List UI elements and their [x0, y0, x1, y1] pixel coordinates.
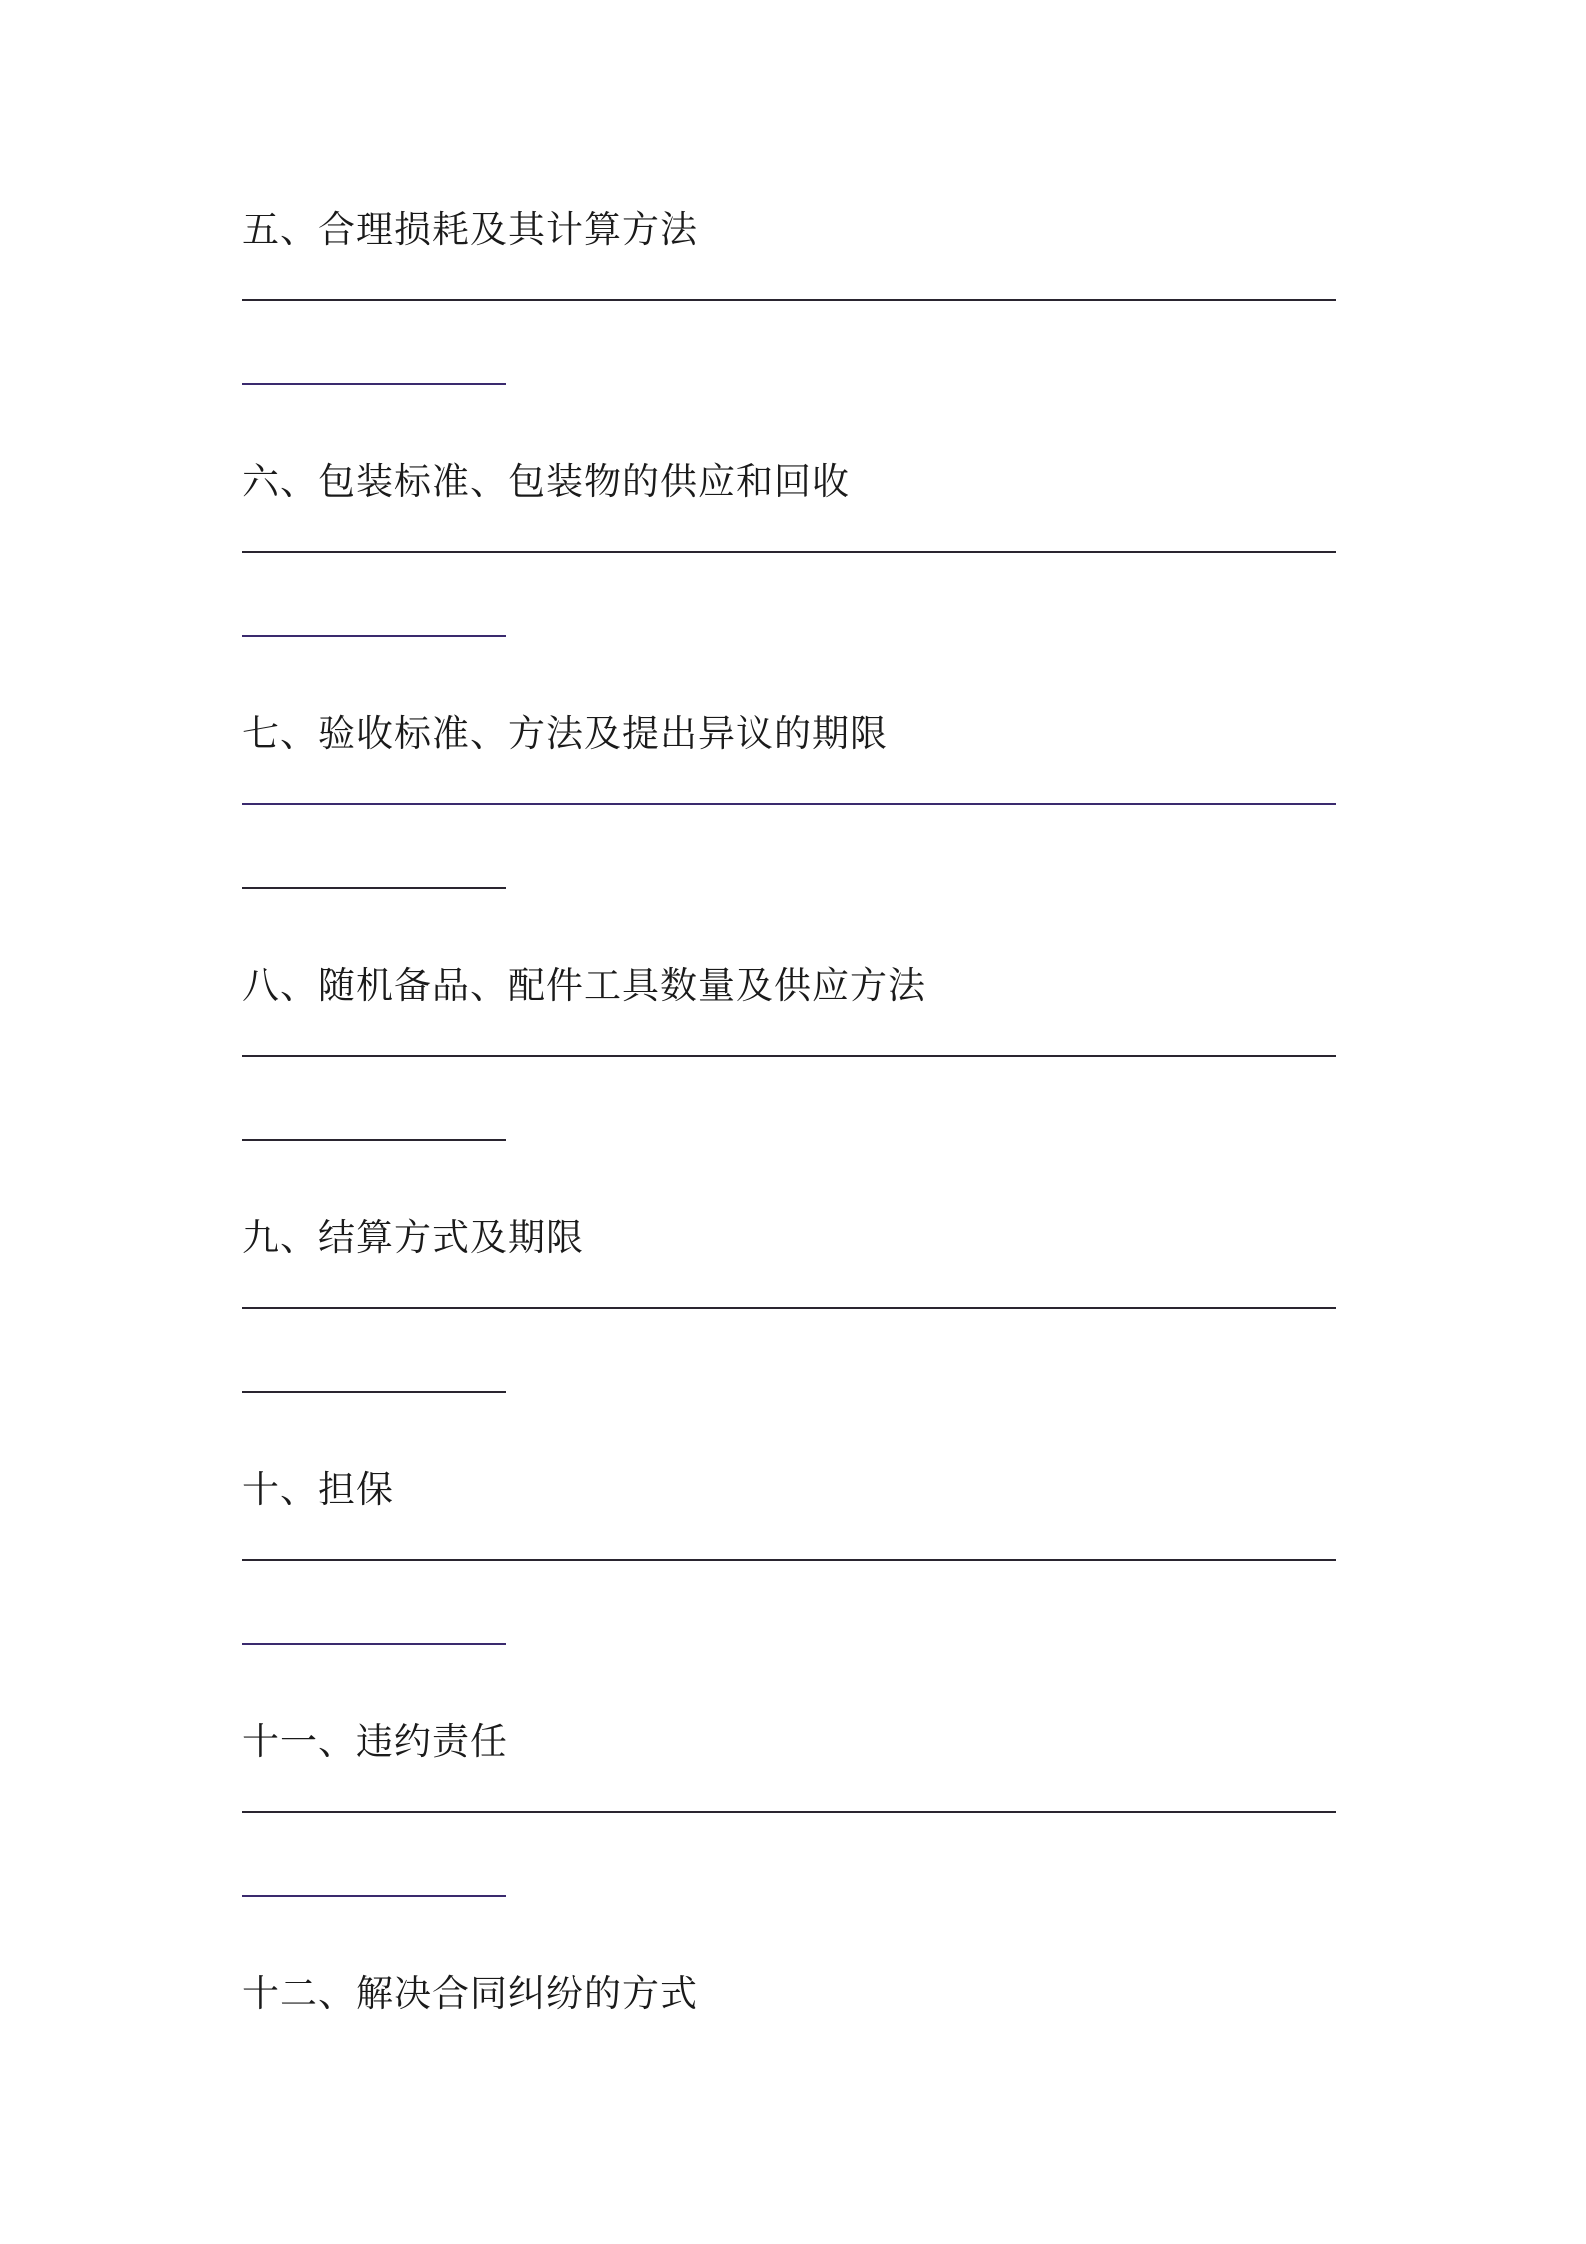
clause-acceptance: [242, 704, 1336, 956]
clause-dispute-resolution: [242, 1964, 1336, 2044]
fill-in-line-short: [242, 1643, 506, 1645]
fill-in-line-short: [242, 383, 506, 385]
fill-in-line-short: [242, 635, 506, 637]
fill-in-line: [242, 1307, 1336, 1309]
clause-packaging: [242, 452, 1336, 704]
clause-reasonable-loss: [242, 200, 1336, 452]
fill-in-line-short: [242, 1139, 506, 1141]
fill-in-line: [242, 299, 1336, 301]
fill-in-line: [242, 551, 1336, 553]
clause-heading: 九、结算方式及期限: [242, 1216, 584, 1259]
clause-heading: 七、验收标准、方法及提出异议的期限: [242, 712, 888, 755]
clause-spare-parts: [242, 956, 1336, 1208]
fill-in-line: [242, 1055, 1336, 1057]
clause-heading: 十一、违约责任: [242, 1720, 508, 1763]
clause-heading: 六、包装标准、包装物的供应和回收: [242, 460, 850, 503]
fill-in-line-short: [242, 1895, 506, 1897]
fill-in-line-short: [242, 887, 506, 889]
clause-guarantee: [242, 1460, 1336, 1712]
clause-breach-liability: [242, 1712, 1336, 1964]
clause-heading: 八、随机备品、配件工具数量及供应方法: [242, 964, 926, 1007]
clause-heading: 十、担保: [242, 1468, 394, 1511]
clause-heading: 十二、解决合同纠纷的方式: [242, 1972, 698, 2015]
fill-in-line: [242, 803, 1336, 805]
fill-in-line: [242, 1559, 1336, 1561]
clause-settlement: [242, 1208, 1336, 1460]
fill-in-line-short: [242, 1391, 506, 1393]
fill-in-line: [242, 1811, 1336, 1813]
clause-heading: 五、合理损耗及其计算方法: [242, 208, 698, 251]
